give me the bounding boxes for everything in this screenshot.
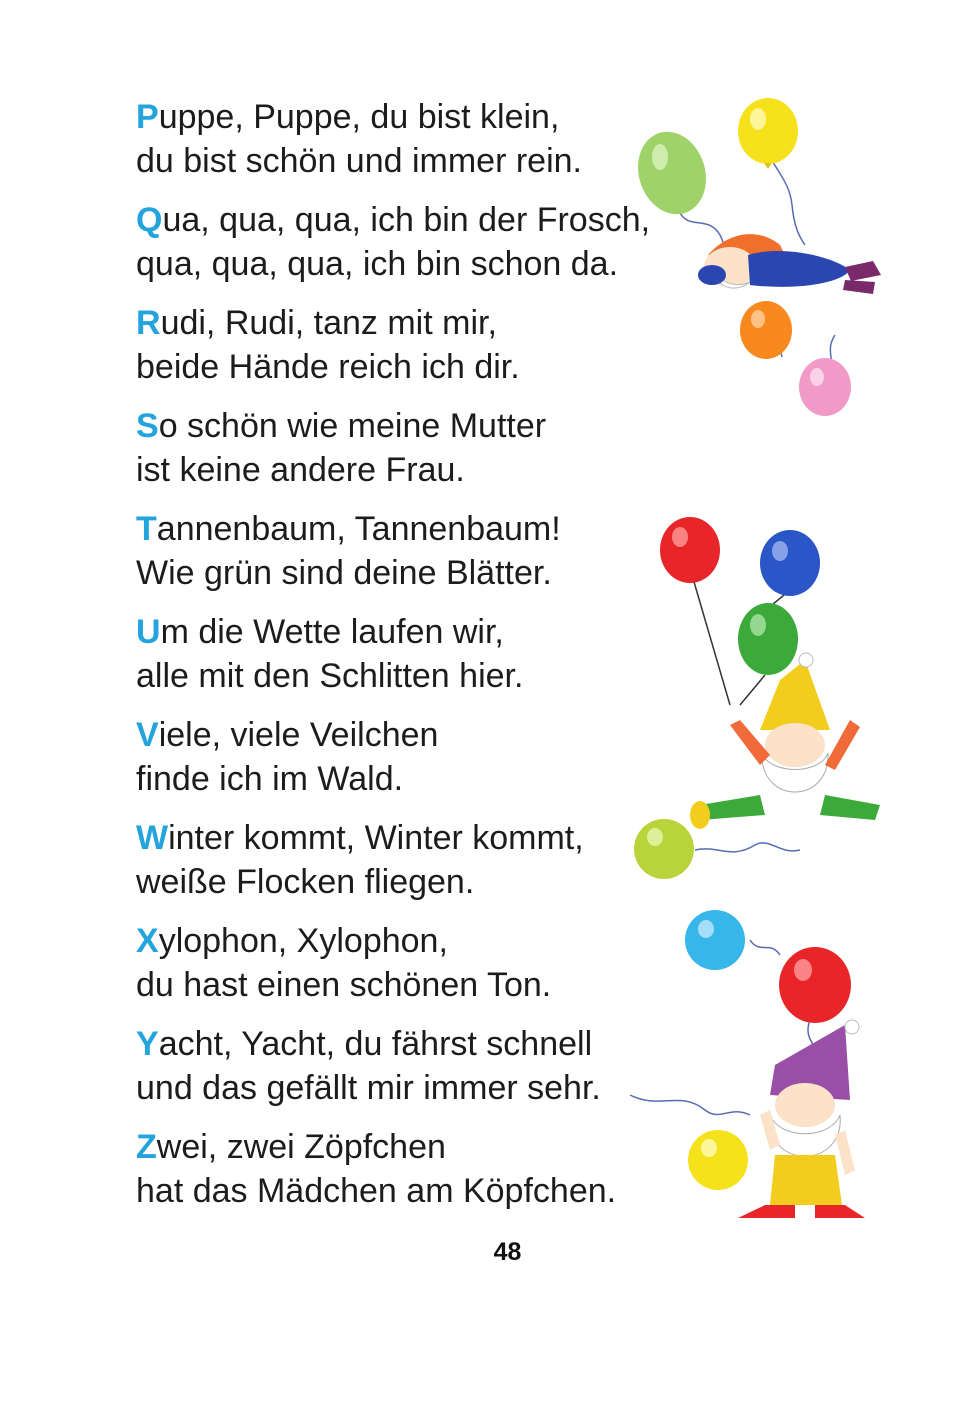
gnome-icon — [698, 234, 881, 294]
verse-r — [136, 301, 696, 389]
verse-line-1 — [136, 301, 696, 345]
line-text: udi, Rudi, tanz mit mir, — [160, 304, 497, 342]
balloon-icon — [660, 517, 720, 583]
line-text: wei, zwei Zöpfchen — [156, 1128, 446, 1166]
initial-letter: P — [136, 98, 159, 136]
verse-z — [136, 1125, 696, 1213]
line-text: m die Wette laufen wir, — [160, 613, 504, 651]
verse-line-2: ist keine andere Frau. — [136, 451, 465, 489]
verse-line-1 — [136, 919, 696, 963]
verse-line-2: Wie grün sind deine Blätter. — [136, 554, 552, 592]
verse-line-2: hat das Mädchen am Köpfchen. — [136, 1172, 617, 1210]
verse-x — [136, 919, 696, 1007]
initial-letter: X — [136, 922, 159, 960]
initial-letter: Y — [136, 1025, 159, 1063]
initial-letter: T — [136, 510, 157, 548]
verse-line-2: du bist schön und immer rein. — [136, 142, 582, 180]
line-text: uppe, Puppe, du bist klein, — [158, 98, 560, 136]
initial-letter: Q — [136, 201, 163, 239]
verse-line-2: und das gefällt mir immer sehr. — [136, 1069, 601, 1107]
initial-letter: R — [136, 304, 161, 342]
verse-t — [136, 507, 696, 595]
verse-v — [136, 713, 696, 801]
verse-u — [136, 610, 696, 698]
balloon-icon — [740, 301, 792, 359]
balloon-icon — [779, 947, 851, 1023]
gnome-icon — [738, 1020, 865, 1218]
line-text: acht, Yacht, du fährst schnell — [158, 1025, 593, 1063]
verse-line-2: qua, qua, qua, ich bin schon da. — [136, 245, 619, 283]
balloon-icon — [799, 335, 851, 416]
verse-line-2: weiße Flocken fliegen. — [136, 863, 475, 901]
initial-letter: S — [136, 407, 159, 445]
flying-gnome-with-balloons — [630, 95, 890, 425]
verse-w — [136, 816, 696, 904]
verse-line-1 — [136, 198, 696, 242]
verse-line-1 — [136, 95, 696, 139]
verse-line-2: alle mit den Schlitten hier. — [136, 657, 524, 695]
line-text: inter kommt, Winter kommt, — [168, 819, 584, 857]
page-number: 48 — [493, 1238, 522, 1266]
verse-line-2: du hast einen schönen Ton. — [136, 966, 552, 1004]
verse-line-1 — [136, 816, 696, 860]
gnome-icon — [690, 653, 880, 829]
line-text: iele, viele Veilchen — [158, 716, 439, 754]
verse-p — [136, 95, 696, 183]
initial-letter: Z — [136, 1128, 157, 1166]
standing-gnome-with-balloons — [620, 900, 880, 1230]
initial-letter: V — [136, 716, 159, 754]
jumping-gnome-with-balloons — [630, 515, 880, 885]
line-text: ua, qua, qua, ich bin der Frosch, — [162, 201, 651, 239]
verse-line-1 — [136, 404, 696, 448]
verse-q — [136, 198, 696, 286]
verse-s — [136, 404, 696, 492]
initial-letter: W — [136, 819, 169, 857]
verse-list — [136, 95, 696, 1213]
verse-line-1 — [136, 1022, 696, 1066]
balloon-icon — [738, 603, 798, 675]
balloon-icon — [685, 910, 745, 970]
initial-letter: U — [136, 613, 161, 651]
balloon-icon — [760, 530, 820, 596]
balloon-icon — [634, 819, 800, 879]
verse-line-1 — [136, 1125, 696, 1169]
line-text: annenbaum, Tannenbaum! — [156, 510, 561, 548]
verse-line-2: finde ich im Wald. — [136, 760, 404, 798]
verse-y — [136, 1022, 696, 1110]
verse-line-1 — [136, 713, 696, 757]
verse-line-1 — [136, 507, 696, 551]
balloon-icon — [688, 1130, 748, 1190]
verse-line-1 — [136, 610, 696, 654]
line-text: o schön wie meine Mutter — [158, 407, 547, 445]
balloon-icon — [738, 98, 805, 245]
line-text: ylophon, Xylophon, — [158, 922, 448, 960]
verse-line-2: beide Hände reich ich dir. — [136, 348, 520, 386]
